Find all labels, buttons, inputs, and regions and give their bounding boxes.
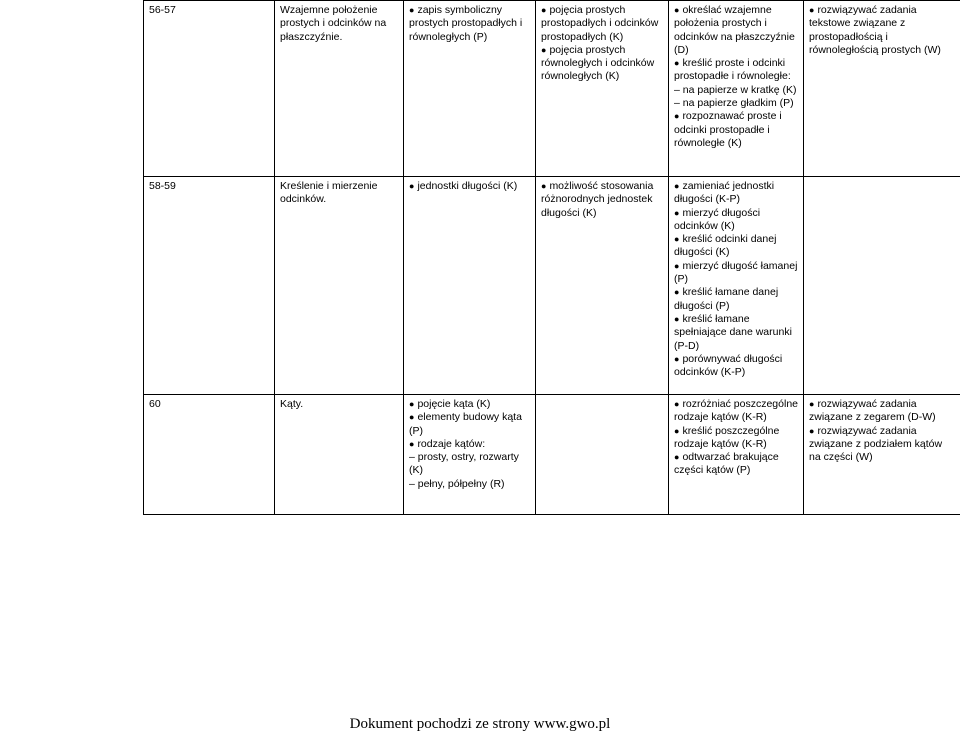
bullet-icon: ● [674, 426, 679, 436]
list-item-text: jednostki długości (K) [417, 180, 517, 192]
list-item-text: kreślić odcinki danej długości (K) [674, 233, 776, 258]
lesson-topic: Kreślenie i mierzenie odcinków. [275, 177, 404, 395]
list-item-text: rozwiązywać zadania tekstowe związane z prostopadłością i równoległością prostych (W) [809, 4, 941, 56]
list-item-text: kreślić łamane spełniające dane warunki (P-D) [674, 313, 792, 352]
bullet-icon: ● [674, 287, 679, 297]
list-item [674, 313, 798, 353]
list-item [674, 398, 798, 425]
lesson-number: 58-59 [144, 177, 275, 395]
content-cell-c3 [669, 177, 804, 395]
bullet-icon: ● [674, 234, 679, 244]
list-item-text: kreślić poszczególne rodzaje kątów (K-R) [674, 425, 779, 450]
list-item-text: rozwiązywać zadania związane z zegarem (D-W) [809, 398, 936, 423]
bullet-icon: ● [674, 58, 679, 68]
bullet-icon: ● [809, 426, 814, 436]
list-item-text: – na papierze w kratkę (K) [674, 84, 797, 96]
list-item [541, 180, 663, 220]
content-cell-c4 [804, 177, 960, 395]
table-row [144, 1, 960, 177]
lesson-number: 60 [144, 395, 275, 515]
list-item-text: – prosty, ostry, rozwarty (K) [409, 451, 519, 476]
list-item [674, 180, 798, 207]
list-item [409, 478, 530, 491]
list-item [674, 353, 798, 380]
content-cell-c4 [804, 395, 960, 515]
table-row [144, 395, 960, 515]
lesson-number: 56-57 [144, 1, 275, 177]
content-cell-c4 [804, 1, 960, 177]
list-item [674, 97, 798, 110]
list-item [809, 425, 955, 465]
list-item [674, 451, 798, 478]
list-item [541, 4, 663, 44]
content-cell-c2 [536, 1, 669, 177]
bullet-icon: ● [674, 314, 679, 324]
bullet-icon: ● [409, 412, 414, 422]
list-item [674, 286, 798, 313]
list-item-text: – na papierze gładkim (P) [674, 97, 794, 109]
list-item [809, 398, 955, 425]
list-item [674, 84, 798, 97]
source-footer: Dokument pochodzi ze strony www.gwo.pl [0, 716, 960, 733]
list-item [409, 411, 530, 438]
content-cell-c1 [404, 1, 536, 177]
list-item [809, 4, 955, 57]
list-item-text: mierzyć długość łamanej (P) [674, 260, 797, 285]
bullet-icon: ● [674, 452, 679, 462]
bullet-icon: ● [674, 181, 679, 191]
bullet-icon: ● [409, 181, 414, 191]
list-item [409, 180, 530, 193]
list-item [409, 451, 530, 478]
bullet-icon: ● [674, 111, 679, 121]
content-cell-c2 [536, 177, 669, 395]
list-item-text: kreślić proste i odcinki prostopadłe i równoległe: [674, 57, 791, 82]
list-item [674, 233, 798, 260]
list-item-text: pojęcia prostych równoległych i odcinków równoległych (K) [541, 44, 654, 83]
content-cell-c3 [669, 1, 804, 177]
content-cell-c3 [669, 395, 804, 515]
list-item-text: pojęcie kąta (K) [417, 398, 490, 410]
list-item-text: porównywać długości odcinków (K-P) [674, 353, 782, 378]
list-item-text: zamieniać jednostki długości (K-P) [674, 180, 774, 205]
bullet-icon: ● [674, 354, 679, 364]
content-cell-c1 [404, 177, 536, 395]
bullet-icon: ● [809, 399, 814, 409]
bullet-icon: ● [409, 5, 414, 15]
list-item-text: odtwarzać brakujące części kątów (P) [674, 451, 779, 476]
list-item-text: rozróżniać poszczególne rodzaje kątów (K-R) [674, 398, 798, 423]
list-item-text: rodzaje kątów: [417, 438, 485, 450]
list-item-text: rozwiązywać zadania związane z podziałem kątów na części (W) [809, 425, 942, 464]
list-item [674, 57, 798, 84]
bullet-icon: ● [674, 208, 679, 218]
list-item [674, 207, 798, 234]
list-item [674, 4, 798, 57]
bullet-icon: ● [674, 261, 679, 271]
list-item-text: możliwość stosowania różnorodnych jednostek długości (K) [541, 180, 653, 219]
list-item-text: mierzyć długości odcinków (K) [674, 207, 760, 232]
curriculum-table [143, 0, 960, 515]
list-item-text: – pełny, półpełny (R) [409, 478, 505, 490]
bullet-icon: ● [409, 439, 414, 449]
lesson-topic: Kąty. [275, 395, 404, 515]
content-cell-c1 [404, 395, 536, 515]
bullet-icon: ● [541, 5, 546, 15]
bullet-icon: ● [409, 399, 414, 409]
list-item-text: rozpoznawać proste i odcinki prostopadłe i równoległe (K) [674, 110, 782, 149]
list-item [409, 4, 530, 44]
lesson-topic: Wzajemne położenie prostych i odcinków na płaszczyźnie. [275, 1, 404, 177]
list-item-text: pojęcia prostych prostopadłych i odcinków prostopadłych (K) [541, 4, 658, 43]
list-item [409, 438, 530, 451]
list-item [674, 260, 798, 287]
list-item-text: elementy budowy kąta (P) [409, 411, 522, 436]
bullet-icon: ● [674, 399, 679, 409]
list-item [409, 398, 530, 411]
content-cell-c2 [536, 395, 669, 515]
list-item [674, 425, 798, 452]
table-row [144, 177, 960, 395]
list-item-text: zapis symboliczny prostych prostopadłych i równoległych (P) [409, 4, 522, 43]
bullet-icon: ● [541, 181, 546, 191]
bullet-icon: ● [541, 45, 546, 55]
bullet-icon: ● [674, 5, 679, 15]
bullet-icon: ● [809, 5, 814, 15]
list-item [541, 44, 663, 84]
list-item-text: określać wzajemne położenia prostych i odcinków na płaszczyźnie (D) [674, 4, 795, 56]
list-item-text: kreślić łamane danej długości (P) [674, 286, 778, 311]
list-item [674, 110, 798, 150]
